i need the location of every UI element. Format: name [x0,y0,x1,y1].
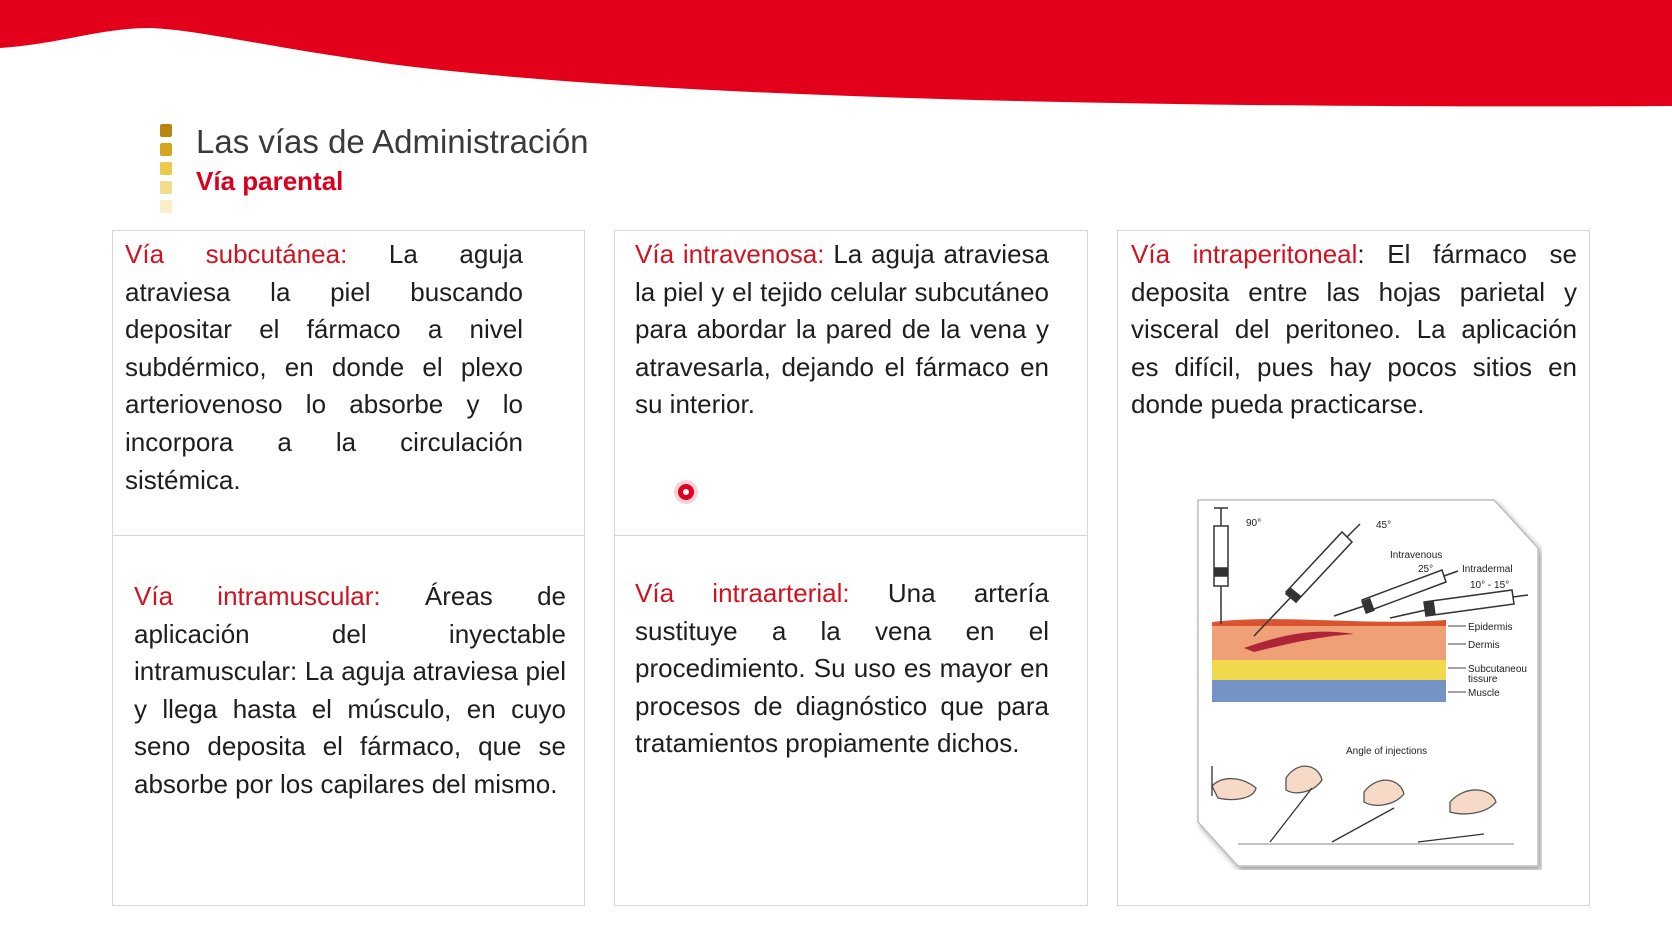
body-subcutanea: La aguja atraviesa la piel buscando depositar el fármaco a nivel subdérmico, en donde el plexo arteriovenoso lo absorbe y lo incorpora a la circulación sistémica. [125,239,523,495]
subcutaneous-layer [1212,660,1446,680]
dermis-layer [1212,626,1446,660]
label-angle-title: Angle of injections [1346,746,1428,757]
laser-pointer-dot [678,484,694,500]
label-intradermal: Intradermal [1462,564,1513,575]
title-bullet-decoration [160,124,172,219]
label-id-angle: 10° - 15° [1470,580,1510,591]
body-intraarterial: Una artería sustituye a la vena en el procedimiento. Su uso es mayor en procesos de diagnóstico que para tratamientos propiamente dichos. [635,578,1049,759]
body-intravenosa: La aguja atraviesa la piel y el tejido celular subcutáneo para abordar la pared de la vena y atravesarla, dejando el fármaco en su interior. [635,239,1049,420]
injection-angles-figure [1194,496,1542,870]
muscle-layer [1212,680,1446,702]
text-intravenosa: Vía intravenosa: La aguja atraviesa la piel y el tejido celular subcutáneo para abordar la pared de la vena y atravesarla, dejando el fármaco en su interior. [635,239,1049,420]
term-intramuscular: Vía intramuscular [134,581,374,611]
body-intramuscular: Áreas de aplicación del inyectable intramuscular: La aguja atraviesa piel y llega hasta el músculo, en cuyo seno deposita el fármaco, que se absorbe por los capilares del mismo. [134,581,566,799]
label-sc-angle: 45° [1376,520,1392,531]
label-tissue: tissure [1468,674,1498,685]
term-intraperitoneal: Vía intraperitoneal [1131,239,1358,269]
term-subcutanea: Vía subcutánea [125,239,341,269]
page-subtitle: Vía parental [196,166,344,196]
term-intravenosa: Vía intravenosa [635,239,818,269]
label-intravenous: Intravenous [1390,550,1443,561]
page-title: Las vías de Administración [196,123,589,160]
label-dermis: Dermis [1468,640,1500,651]
header-wave-band [0,0,1672,110]
label-muscle: Muscle [1468,688,1500,699]
label-subcutaneous: Subcutaneou [1468,664,1527,675]
term-intraarterial: Vía intraarterial [635,578,843,608]
body-intraperitoneal: : El fármaco se deposita entre las hojas parietal y visceral del peritoneo. La aplicación es difícil, pues hay pocos sitios en donde pueda practicarse. [1131,239,1577,420]
label-im-angle: 90° [1246,518,1262,529]
text-intraarterial: Vía intraarterial: Una artería sustituye a la vena en el procedimiento. Su uso es mayor en procesos de diagnóstico que para tratamientos propiamente dichos. [635,578,1049,759]
label-iv-angle: 25° [1418,564,1434,575]
label-epidermis: Epidermis [1468,622,1513,633]
text-intramuscular: Vía intramuscular: Áreas de aplicación del inyectable intramuscular: La aguja atraviesa piel y llega hasta el músculo, en cuyo seno deposita el fármaco, que se absorbe por los capilares del mismo. [134,581,566,799]
text-subcutanea: Vía subcutánea: La aguja atraviesa la piel buscando depositar el fármaco a nivel subdérmico, en donde el plexo arteriovenoso lo absorbe y lo incorpora a la circulación sistémica. [125,239,523,495]
text-intraperitoneal [1131,236,1577,424]
